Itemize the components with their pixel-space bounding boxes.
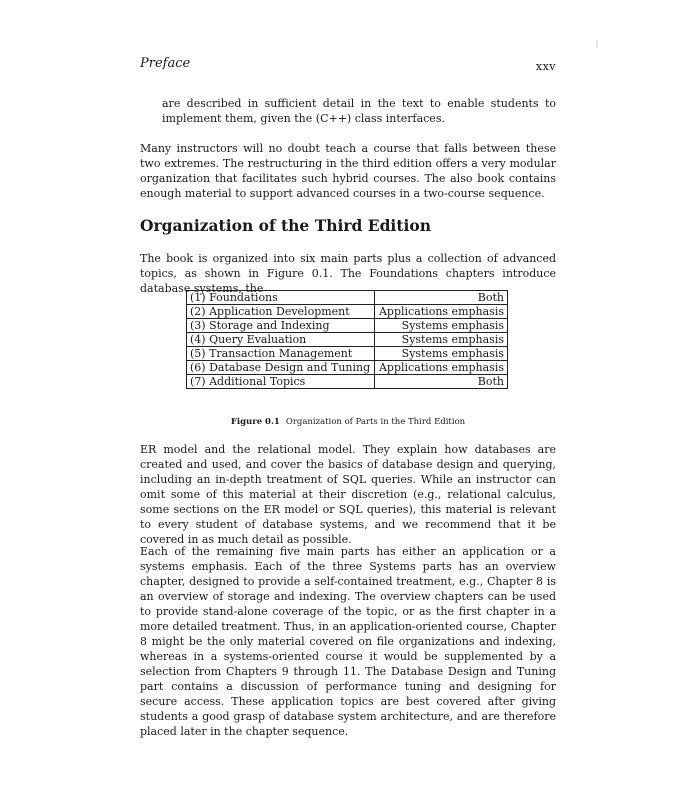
table-row <box>187 305 508 319</box>
parts-table <box>186 290 508 389</box>
part-name: (3) Storage and Indexing <box>187 319 375 333</box>
running-title: Preface <box>140 56 191 71</box>
table-row <box>187 291 508 305</box>
table-row <box>187 375 508 389</box>
part-emphasis: Systems emphasis <box>375 319 508 333</box>
part-emphasis: Both <box>375 291 508 305</box>
paragraph-hybrid-courses: Many instructors will no doubt teach a course that falls between these two extremes. The restructuring in the third edition offers a very modular organization that facilitates such hybrid courses. The also book contains enough material to support advanced courses in a two-course sequence. <box>140 142 556 200</box>
table-row <box>187 347 508 361</box>
paragraph-foundations: ER model and the relational model. They explain how databases are created and used, and cover the basics of database design and querying, including an in-depth treatment of SQL queries. While an instructor can omit some of this material at their discretion (e.g., relational calculus, some sections on the ER model or SQL queries), this material is relevant to every student of database systems, and we recommend that it be covered in as much detail as possible. <box>140 443 556 546</box>
table-row <box>187 361 508 375</box>
part-name: (7) Additional Topics <box>187 375 375 389</box>
table-row <box>187 319 508 333</box>
part-name: (5) Transaction Management <box>187 347 375 361</box>
scan-artifact <box>596 40 598 48</box>
figure-caption-text: Organization of Parts in the Third Edition <box>285 417 466 427</box>
paragraph-main-parts: Each of the remaining five main parts has either an application or a systems emphasis. Each of the three Systems parts has an overview chapter, designed to provide a self-contained treatment, e.g., Chapter 8 is an overview of storage and indexing. The overview chapters can be used to provide stand-alone coverage of the topic, or as the first chapter in a more detailed treatment. Thus, in an application-oriented course, Chapter 8 might be the only material covered on file organizations and indexing, whereas in a systems-oriented course it would be supplemented by a selection from Chapters 9 through 11. The Database Design and Tuning part contains a discussion of performance tuning and designing for secure access. These application topics are best covered after giving students a good grasp of database system architecture, and are therefore placed later in the chapter sequence. <box>140 545 556 738</box>
figure-label: Figure 0.1 <box>230 417 280 427</box>
paragraph-intro-continuation: are described in sufficient detail in the text to enable students to implement them, given the (C++) class interfaces. <box>162 97 556 125</box>
figure-caption <box>140 417 556 427</box>
part-name: (2) Application Development <box>187 305 375 319</box>
part-emphasis: Both <box>375 375 508 389</box>
section-heading: Organization of the Third Edition <box>140 216 431 235</box>
part-emphasis: Systems emphasis <box>375 347 508 361</box>
part-emphasis: Applications emphasis <box>375 361 508 375</box>
part-name: (4) Query Evaluation <box>187 333 375 347</box>
paragraph-organization: The book is organized into six main parts plus a collection of advanced topics, as shown in Figure 0.1. The Foundations chapters introduce database systems, the <box>140 252 556 295</box>
part-emphasis: Systems emphasis <box>375 333 508 347</box>
part-name: (1) Foundations <box>187 291 375 305</box>
part-name: (6) Database Design and Tuning <box>187 361 375 375</box>
part-emphasis: Applications emphasis <box>375 305 508 319</box>
page-number: xxv <box>535 60 556 73</box>
table-row <box>187 333 508 347</box>
